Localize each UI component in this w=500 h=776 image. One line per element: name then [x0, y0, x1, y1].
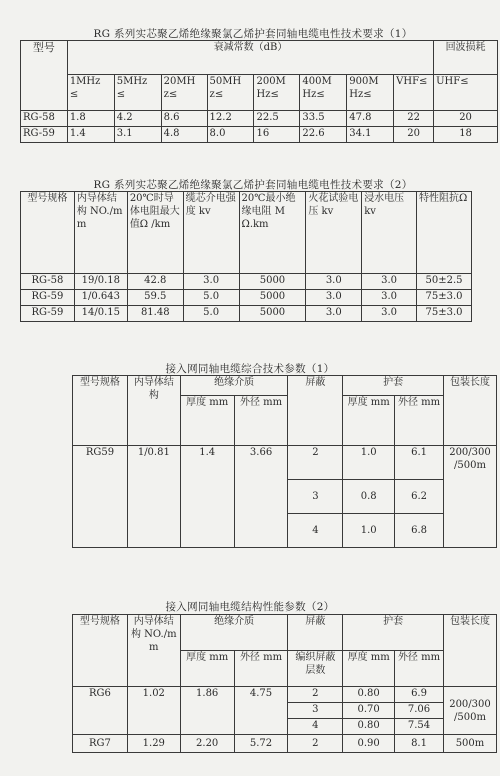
cell: 1.8 — [67, 111, 114, 127]
t4-header-model: 型号规格 — [73, 615, 128, 687]
t2-header: 内导体结构 NO./m m — [74, 192, 127, 274]
t2-header: 浸水电压 kv — [362, 192, 417, 274]
cell: 5000 — [239, 306, 306, 322]
cell: 34.1 — [347, 127, 394, 143]
table1 — [20, 40, 498, 143]
table-row — [21, 127, 498, 143]
table3 — [72, 375, 497, 548]
table-row — [21, 111, 498, 127]
cell: 59.5 — [127, 290, 183, 306]
t1-freq: 50MH z≤ — [207, 75, 254, 111]
t4-rg6-thickness: 1.86 — [180, 687, 234, 735]
t4-header-braid-layers: 编织屏蔽层数 — [288, 651, 343, 687]
cell: 81.48 — [127, 306, 183, 322]
cell: 3.0 — [362, 306, 417, 322]
t3-header-insulation: 绝缘介质 — [180, 376, 288, 396]
t1-freq: 400M Hz≤ — [300, 75, 347, 111]
t1-freq: 5MHz ≤ — [114, 75, 161, 111]
t3-header-thickness: 厚度 mm — [180, 396, 234, 446]
cell: 3 — [288, 703, 343, 719]
cell: 5000 — [239, 274, 306, 290]
table4-title: 接入网同轴电缆结构性能参数（2） — [165, 601, 335, 613]
cell: 42.8 — [127, 274, 183, 290]
t2-header: 型号规格 — [21, 192, 75, 274]
cell: 47.8 — [347, 111, 394, 127]
cell: RG7 — [73, 735, 128, 753]
cell: 6.9 — [395, 687, 444, 703]
t1-header-attenuation: 衰减常数（dB） — [67, 41, 433, 75]
t4-rg6-model: RG6 — [73, 687, 128, 735]
t2-header: 火花试验电压 kv — [306, 192, 362, 274]
t3-header-jacket-od: 外径 mm — [395, 396, 444, 446]
t3-outer-diameter: 3.66 — [234, 446, 288, 548]
t1-freq: 900M Hz≤ — [347, 75, 394, 111]
table2-title: RG 系列实芯聚乙烯绝缘聚氯乙烯护套同轴电缆电性技术要求（2） — [93, 179, 413, 191]
cell: 1.0 — [343, 514, 395, 548]
cell: 3.0 — [306, 306, 362, 322]
t4-rg6-packing: 200/300 /500m — [443, 687, 496, 735]
cell: 8.0 — [207, 127, 254, 143]
t1-freq: VHF≤ — [394, 75, 434, 111]
t2-header: 特性阻抗Ω — [417, 192, 472, 274]
cell: 3.0 — [183, 274, 239, 290]
t4-rg6-inner: 1.02 — [127, 687, 180, 735]
table4 — [72, 614, 497, 753]
cell: 0.80 — [343, 687, 395, 703]
cell: 4.8 — [161, 127, 207, 143]
table-row — [21, 306, 472, 322]
cell: 12.2 — [207, 111, 254, 127]
t3-header-shield: 屏蔽 — [288, 376, 343, 446]
cell: 4.2 — [114, 111, 161, 127]
cell: RG-58 — [21, 274, 75, 290]
cell: 50±2.5 — [417, 274, 472, 290]
cell: 2 — [288, 446, 343, 480]
cell: 7.54 — [395, 719, 444, 735]
t1-freq: 20MH z≤ — [161, 75, 207, 111]
cell: 19/0.18 — [74, 274, 127, 290]
cell: 18 — [434, 127, 498, 143]
cell: 22 — [394, 111, 434, 127]
t2-header: 20℃时导体电阻最大值Ω /km — [127, 192, 183, 274]
cell: 75±3.0 — [417, 290, 472, 306]
t3-inner: 1/0.81 — [127, 446, 180, 548]
cell: 1.0 — [343, 446, 395, 480]
t4-header-jacket-od: 外径 mm — [395, 651, 444, 687]
cell: 500m — [443, 735, 496, 753]
cell: 8.6 — [161, 111, 207, 127]
cell: 4 — [288, 719, 343, 735]
cell: 2 — [288, 735, 343, 753]
cell: 20 — [394, 127, 434, 143]
cell: 14/0.15 — [74, 306, 127, 322]
cell: 0.70 — [343, 703, 395, 719]
table1-title: RG 系列实芯聚乙烯绝缘聚氯乙烯护套同轴电缆电性技术要求（1） — [93, 28, 413, 40]
table-row — [73, 735, 497, 753]
table-row — [73, 687, 497, 703]
cell: 0.80 — [343, 719, 395, 735]
cell: 3.0 — [362, 290, 417, 306]
table-row — [21, 274, 472, 290]
cell: 1.4 — [67, 127, 114, 143]
cell: 75±3.0 — [417, 306, 472, 322]
t4-header-packing: 包装长度 — [443, 615, 496, 687]
table-row — [73, 446, 497, 480]
cell: RG-59 — [21, 306, 75, 322]
t4-header-inner: 内导体结构 NO./m m — [127, 615, 180, 687]
cell: 2 — [288, 687, 343, 703]
cell: 0.8 — [343, 480, 395, 514]
t2-header: 缆芯介电强度 kv — [183, 192, 239, 274]
t1-freq: 200M Hz≤ — [254, 75, 300, 111]
cell: 6.2 — [395, 480, 444, 514]
cell: 20 — [434, 111, 498, 127]
cell: 8.1 — [395, 735, 444, 753]
cell: 5000 — [239, 290, 306, 306]
t3-packing: 200/300 /500m — [443, 446, 496, 548]
t3-header-model: 型号规格 — [73, 376, 128, 446]
table2 — [20, 191, 472, 322]
t4-header-jacket: 护套 — [343, 615, 444, 651]
cell: RG-59 — [21, 290, 75, 306]
cell: 3.1 — [114, 127, 161, 143]
t3-model: RG59 — [73, 446, 128, 548]
cell: 33.5 — [300, 111, 347, 127]
cell: 22.6 — [300, 127, 347, 143]
t4-rg6-outer-diameter: 4.75 — [234, 687, 288, 735]
cell: 5.0 — [183, 290, 239, 306]
cell: 7.06 — [395, 703, 444, 719]
t3-header-jacket-thickness: 厚度 mm — [343, 396, 395, 446]
t3-thickness: 1.4 — [180, 446, 234, 548]
t1-freq: 1MHz ≤ — [67, 75, 114, 111]
cell: 6.8 — [395, 514, 444, 548]
t1-header-model: 型号 — [21, 41, 68, 111]
cell: 5.72 — [234, 735, 288, 753]
cell: 3.0 — [362, 274, 417, 290]
t3-header-outer-diameter: 外径 mm — [234, 396, 288, 446]
t4-header-thickness: 厚度 mm — [180, 651, 234, 687]
cell: 6.1 — [395, 446, 444, 480]
t4-header-jacket-thickness: 厚度 mm — [343, 651, 395, 687]
table3-title: 接入网同轴电缆综合技术参数（1） — [165, 363, 335, 375]
cell: 22.5 — [254, 111, 300, 127]
cell: 1/0.643 — [74, 290, 127, 306]
cell: 1.29 — [127, 735, 180, 753]
cell: 2.20 — [180, 735, 234, 753]
table-row — [21, 290, 472, 306]
t1-freq: UHF≤ — [434, 75, 498, 111]
cell: 3 — [288, 480, 343, 514]
cell: 3.0 — [306, 274, 362, 290]
cell: RG-59 — [21, 127, 68, 143]
t3-header-inner: 内导体结构 — [127, 376, 180, 446]
t3-header-packing: 包装长度 — [443, 376, 496, 446]
cell: 5.0 — [183, 306, 239, 322]
cell: 16 — [254, 127, 300, 143]
t1-header-return-loss: 回波损耗 — [434, 41, 498, 75]
t4-header-outer-diameter: 外径 mm — [234, 651, 288, 687]
t4-header-shield: 屏蔽 — [288, 615, 343, 651]
t2-header: 20℃最小绝缘电阻 M Ω.km — [239, 192, 306, 274]
cell: 0.90 — [343, 735, 395, 753]
t4-header-insulation: 绝缘介质 — [180, 615, 288, 651]
cell: 3.0 — [306, 290, 362, 306]
t3-header-jacket: 护套 — [343, 376, 444, 396]
cell: RG-58 — [21, 111, 68, 127]
cell: 4 — [288, 514, 343, 548]
